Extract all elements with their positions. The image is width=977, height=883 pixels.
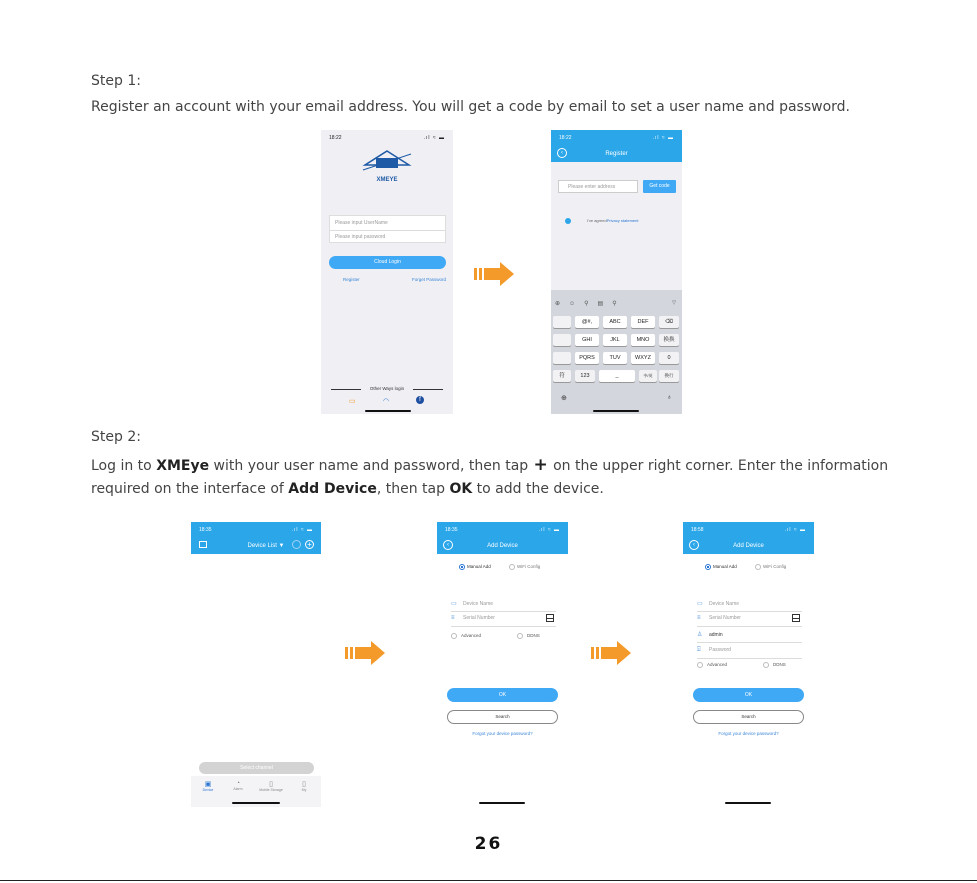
serial-number-input[interactable]: ≡ Serial Number	[697, 615, 741, 621]
keyboard-key[interactable]: 中/英	[639, 370, 657, 382]
qr-scan-icon[interactable]	[546, 614, 554, 622]
register-navbar: 18:22 .ıl ≈ ▬ ‹ Register	[551, 130, 682, 162]
keyboard-key[interactable]: ⌫	[659, 316, 679, 328]
device-list-screen	[191, 522, 321, 807]
get-code-button[interactable]: Get code	[643, 180, 676, 193]
add-device-screen-2	[683, 522, 814, 807]
manual-add-radio[interactable]: Manual Add	[705, 564, 737, 570]
tab-my[interactable]: ▯ My	[301, 781, 307, 792]
ddns-checkbox[interactable]: DDNS	[517, 633, 540, 639]
menu-icon[interactable]	[199, 541, 207, 548]
tab-mobile-storage[interactable]: ▯ Mobile Storage	[259, 781, 283, 792]
add-device-navbar: 18:35 .ıl ≈ ▬ ‹ Add Device	[437, 522, 568, 554]
device-name-input[interactable]: ▭ Device Name	[451, 601, 494, 607]
step1-text: Register an account with your email address. You will get a code by email to set a user name and password.	[91, 99, 851, 115]
home-indicator	[479, 802, 525, 804]
microphone-icon[interactable]: ♁	[666, 394, 672, 401]
keyboard-key[interactable]: PQRS	[575, 352, 599, 364]
ok-button[interactable]: OK	[693, 688, 804, 702]
keyboard	[551, 290, 682, 414]
agree-checkbox[interactable]	[565, 218, 571, 224]
back-icon[interactable]: ‹	[689, 540, 699, 550]
monitor-icon[interactable]: ▭	[349, 398, 356, 405]
keyboard-key[interactable]: JKL	[603, 334, 627, 346]
home-indicator	[593, 410, 639, 412]
space-key[interactable]: _	[599, 370, 635, 382]
privacy-link[interactable]: Privacy statement	[606, 218, 639, 223]
select-channel-button[interactable]: Select channel	[199, 762, 314, 774]
password-input[interactable]: ⍐ Password	[697, 647, 731, 653]
keyboard-toolbar: ⊕☺⚲▤⚲	[555, 301, 626, 307]
home-indicator	[232, 802, 280, 804]
monitor-icon: ▭	[697, 601, 703, 607]
list-icon: ≡	[451, 615, 455, 621]
ok-button[interactable]: OK	[447, 688, 558, 702]
forgot-device-password-link[interactable]: Forgot your device password?	[718, 731, 779, 736]
other-ways-label: Other Ways login	[369, 386, 405, 391]
keyboard-key[interactable]: MNO	[631, 334, 655, 346]
arrow-icon	[474, 262, 516, 290]
list-icon: ≡	[697, 615, 701, 621]
step1-heading: Step 1:	[91, 73, 141, 89]
app-name: XMEye	[156, 458, 210, 474]
add-device-navbar: 18:58 .ıl ≈ ▬ ‹ Add Device	[683, 522, 814, 554]
plus-icon: +	[533, 455, 548, 475]
keyboard-key[interactable]: GHI	[575, 334, 599, 346]
username-input[interactable]: ♙ admin	[697, 632, 723, 638]
lock-icon: ⍐	[697, 647, 701, 653]
keyboard-key[interactable]: ABC	[603, 316, 627, 328]
keyboard-key[interactable]: 123	[575, 370, 595, 382]
arrow-icon	[591, 641, 633, 669]
login-form	[329, 215, 446, 243]
wifi-config-radio[interactable]: WiFi Config	[755, 564, 786, 570]
device-list-navbar: 18:35 .ıl ≈ ▬ Device List ▼ +	[191, 522, 321, 554]
status-bar: 18:22 .ıl ≈ ▬	[329, 135, 445, 141]
serial-number-input[interactable]: ≡ Serial Number	[451, 615, 495, 621]
arrow-icon	[345, 641, 387, 669]
manual-add-radio[interactable]: Manual Add	[459, 564, 491, 570]
tab-device[interactable]: ▣ Device	[202, 781, 214, 792]
password-input[interactable]: Please input password	[335, 234, 386, 240]
keyboard-key[interactable]: 符	[553, 370, 571, 382]
page-title: Add Device	[487, 543, 518, 549]
page-number: 26	[474, 834, 503, 854]
advanced-checkbox[interactable]: Advanced	[697, 662, 727, 668]
signal-icon: .ıl ≈ ▬	[423, 135, 445, 141]
home-indicator	[365, 410, 411, 412]
keyboard-key[interactable]	[553, 352, 571, 364]
register-screen	[551, 130, 682, 414]
xmeye-logo: XMEYE	[361, 148, 413, 184]
home-indicator	[725, 802, 771, 804]
keyboard-key[interactable]: TUV	[603, 352, 627, 364]
forgot-password-link[interactable]: Forget Password	[412, 277, 447, 282]
username-input[interactable]: Please input UserName	[335, 220, 388, 226]
ddns-checkbox[interactable]: DDNS	[763, 662, 786, 668]
keyboard-key[interactable]: WXYZ	[631, 352, 655, 364]
globe-icon[interactable]: ⊕	[561, 395, 567, 402]
qr-scan-icon[interactable]	[792, 614, 800, 622]
signal-icon: .ıl ≈ ▬	[538, 527, 560, 533]
keyboard-key[interactable]: 换行	[659, 370, 679, 382]
add-device-icon[interactable]: +	[305, 540, 314, 549]
agree-text: I've agreedPrivacy statement	[587, 218, 639, 223]
step2-line2: required on the interface of Add Device, then tap OK to add the device.	[91, 481, 604, 497]
keyboard-key[interactable]: DEF	[631, 316, 655, 328]
keyboard-collapse-icon[interactable]: ▽	[672, 300, 676, 306]
keyboard-key[interactable]	[553, 334, 571, 346]
signal-icon: .ıl ≈ ▬	[652, 135, 674, 141]
signal-icon: .ıl ≈ ▬	[291, 527, 313, 533]
page-title: Register	[605, 151, 628, 157]
page-title: Device List ▼	[247, 543, 285, 549]
monitor-icon: ▭	[451, 601, 457, 607]
user-icon: ♙	[697, 632, 703, 638]
step2-line1: Log in to XMEye with your user name and password, then tap + on the upper right corner. Enter the information	[91, 455, 889, 475]
forgot-device-password-link[interactable]: Forgot your device password?	[472, 731, 533, 736]
keyboard-key[interactable]	[553, 316, 571, 328]
cloud-login-button[interactable]: Cloud Login	[329, 256, 446, 269]
wifi-config-radio[interactable]: WiFi Config	[509, 564, 540, 570]
signal-icon: .ıl ≈ ▬	[784, 527, 806, 533]
keyboard-key[interactable]: 0	[659, 352, 679, 364]
bottom-rule	[0, 880, 977, 881]
login-screen	[321, 130, 453, 414]
search-button[interactable]: Search	[693, 710, 804, 724]
device-name-input[interactable]: ▭ Device Name	[697, 601, 740, 607]
add-device-screen-1	[437, 522, 568, 807]
email-input[interactable]: Please enter address	[558, 180, 638, 193]
step2-heading: Step 2:	[91, 429, 141, 445]
camera-icon[interactable]	[292, 540, 301, 549]
keyboard-key[interactable]: @#,	[575, 316, 599, 328]
facebook-icon[interactable]: f	[416, 396, 424, 404]
tab-alarm[interactable]: ◔ Alarm	[233, 780, 243, 791]
tab-bar	[191, 776, 321, 807]
advanced-checkbox[interactable]: Advanced	[451, 633, 481, 639]
back-icon[interactable]: ‹	[557, 148, 567, 158]
keyboard-key[interactable]: 换换	[659, 334, 679, 346]
back-icon[interactable]: ‹	[443, 540, 453, 550]
page-title: Add Device	[733, 543, 764, 549]
search-button[interactable]: Search	[447, 710, 558, 724]
wifi-icon[interactable]: ◠	[383, 398, 390, 405]
register-link[interactable]: Register	[343, 277, 360, 282]
